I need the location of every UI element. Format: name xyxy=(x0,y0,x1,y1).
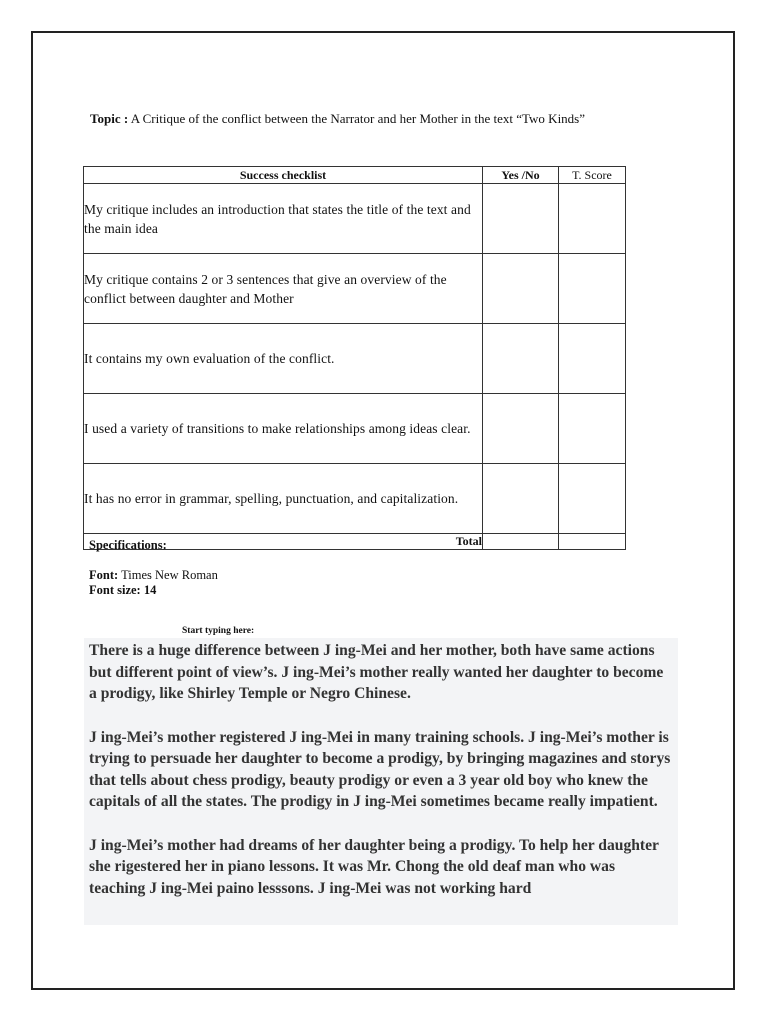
yes-no-cell[interactable] xyxy=(483,464,559,534)
start-typing-prompt: Start typing here: xyxy=(182,626,255,636)
t-score-cell[interactable] xyxy=(559,464,626,534)
t-score-cell[interactable] xyxy=(559,254,626,324)
yes-no-cell[interactable] xyxy=(483,394,559,464)
table-row xyxy=(84,184,626,254)
header-yes-no: Yes /No xyxy=(483,167,559,184)
total-label: Total xyxy=(84,534,483,550)
table-header-row xyxy=(84,167,626,184)
header-t-score: T. Score xyxy=(559,167,626,184)
checklist-item: It has no error in grammar, spelling, punctuation, and capitalization. xyxy=(84,464,483,534)
response-paragraph: J ing-Mei’s mother had dreams of her daughter being a prodigy. To help her daughter she rigestered her in piano lessons. It was Mr. Chong the old deaf man who was teaching J ing-Mei paino lesssons. J ing-Mei was not working hard xyxy=(89,836,659,897)
total-score-cell[interactable] xyxy=(559,534,626,550)
checklist-item: My critique contains 2 or 3 sentences that give an overview of the conflict between daughter and Mother xyxy=(84,254,483,324)
header-success-checklist: Success checklist xyxy=(84,167,483,184)
yes-no-cell[interactable] xyxy=(483,324,559,394)
yes-no-cell[interactable] xyxy=(483,254,559,324)
checklist-item: My critique includes an introduction that states the title of the text and the main idea xyxy=(84,184,483,254)
checklist-item: I used a variety of transitions to make relationships among ideas clear. xyxy=(84,394,483,464)
font-label: Font: xyxy=(89,568,119,582)
topic-text: A Critique of the conflict between the Narrator and her Mother in the text “Two Kinds” xyxy=(128,111,586,126)
response-text-area[interactable] xyxy=(84,638,678,925)
t-score-cell[interactable] xyxy=(559,394,626,464)
table-row xyxy=(84,254,626,324)
response-paragraph: There is a huge difference between J ing-Mei and her mother, both have same actions but different point of view’s. J ing-Mei’s mother really wanted her daughter to become a prodigy, like Shirley Temple or Negro Chinese. xyxy=(89,642,664,702)
font-size-spec: Font size: 14 xyxy=(89,583,157,597)
total-yes-no-cell[interactable] xyxy=(483,534,559,550)
specifications-heading: Specifications: xyxy=(89,538,167,552)
response-paragraph: J ing-Mei’s mother registered J ing-Mei in many training schools. J ing-Mei’s mother is trying to persuade her daughter to become a prodigy, by bringing magazines and storys that tells about chess prodigy, beauty prodigy or even a 3 year old boy who knew the capitals of all the states. The prodigy in J ing-Mei sometimes became really impatient. xyxy=(89,728,671,810)
font-spec xyxy=(89,568,218,583)
table-row xyxy=(84,394,626,464)
specifications-block xyxy=(89,538,218,598)
topic-label: Topic : xyxy=(90,111,129,126)
yes-no-cell[interactable] xyxy=(483,184,559,254)
table-row xyxy=(84,324,626,394)
table-row xyxy=(84,464,626,534)
checklist-item: It contains my own evaluation of the conflict. xyxy=(84,324,483,394)
font-value: Times New Roman xyxy=(118,568,218,582)
topic-line xyxy=(90,111,585,127)
t-score-cell[interactable] xyxy=(559,184,626,254)
t-score-cell[interactable] xyxy=(559,324,626,394)
success-checklist-table xyxy=(83,166,626,550)
